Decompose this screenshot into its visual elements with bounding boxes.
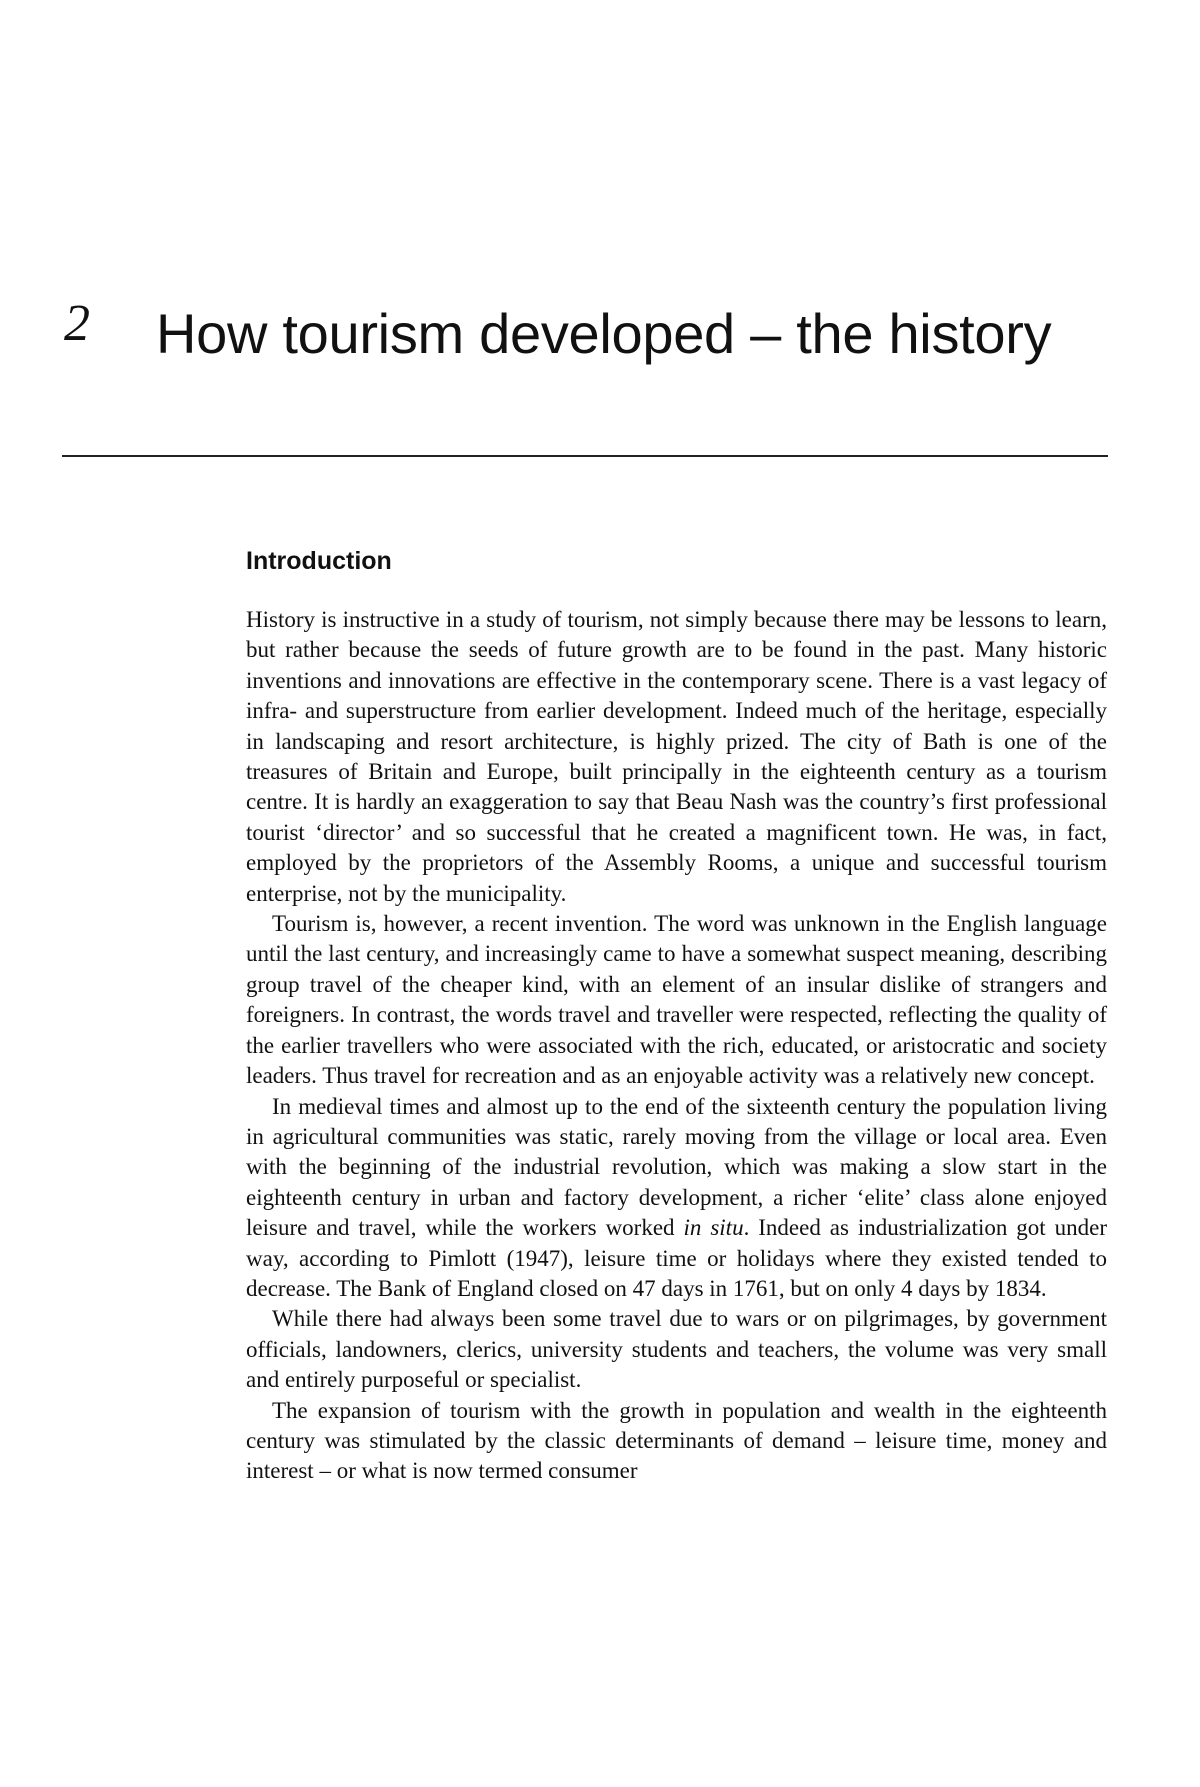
paragraph-4 [246,1304,1107,1395]
paragraph-text: In medieval times and almost up to the end of the sixteenth century the population living in agricultural communities was static, rarely moving from the village or local area. Even with the beginning of the industrial revolution, which was making a slow start in the eighteenth century in urban and factory development, a richer ‘elite’ class alone enjoyed leisure and travel, while the workers worked [246,1093,1107,1241]
chapter-number: 2 [64,295,90,352]
paragraph-5 [246,1396,1107,1487]
paragraph-text: . Indeed as industrialization got under way, according to Pimlott (1947), leisure time or holidays where they existed tended to decrease. The Bank of England closed on 47 days in 1761, but on only 4 days by 1834. [246,1215,1108,1301]
body-text [246,605,1107,1487]
italic-term: in situ [683,1215,744,1241]
paragraph-2 [246,909,1107,1091]
paragraph-3 [246,1092,1107,1305]
paragraph-text: While there had always been some travel due to wars or on pilgrimages, by government officials, landowners, clerics, university students and teachers, the volume was very small and entirely purposeful or specialist. [246,1306,1107,1393]
paragraph-text: Tourism is, however, a recent invention. The word was unknown in the English language until the last century, and increasingly came to have a somewhat suspect meaning, describing group travel of the cheaper kind, with an element of an insular dislike of strangers and foreigners. In contrast, the words travel and traveller were respected, reflecting the quality of the earlier travellers who were associated with the rich, educated, or aristocratic and society leaders. Thus travel for recreation and as an enjoyable activity was a relatively new concept. [246,911,1107,1089]
paragraph-text: History is instructive in a study of tourism, not simply because there may be lessons to learn, but rather because the seeds of future growth are to be found in the past. Many historic inventions and innovations are effective in the contemporary scene. There is a vast legacy of infra- and superstructure from earlier development. Indeed much of the heritage, especially in landscaping and resort architecture, is highly prized. The city of Bath is one of the treasures of Britain and Europe, built principally in the eighteenth century as a tourism centre. It is hardly an exaggeration to say that Beau Nash was the country’s first professional tourist ‘director’ and so successful that he created a magnificent town. He was, in fact, employed by the proprietors of the Assembly Rooms, a unique and successful tourism enterprise, not by the municipality. [246,607,1107,906]
section-heading: Introduction [246,547,392,575]
title-divider [62,455,1108,457]
paragraph-text: The expansion of tourism with the growth in population and wealth in the eighteenth century was stimulated by the classic determinants of demand – leisure time, money and interest – or what is now termed consumer [246,1397,1107,1484]
paragraph-1 [246,605,1107,909]
chapter-title: How tourism developed – the history [156,302,1052,365]
